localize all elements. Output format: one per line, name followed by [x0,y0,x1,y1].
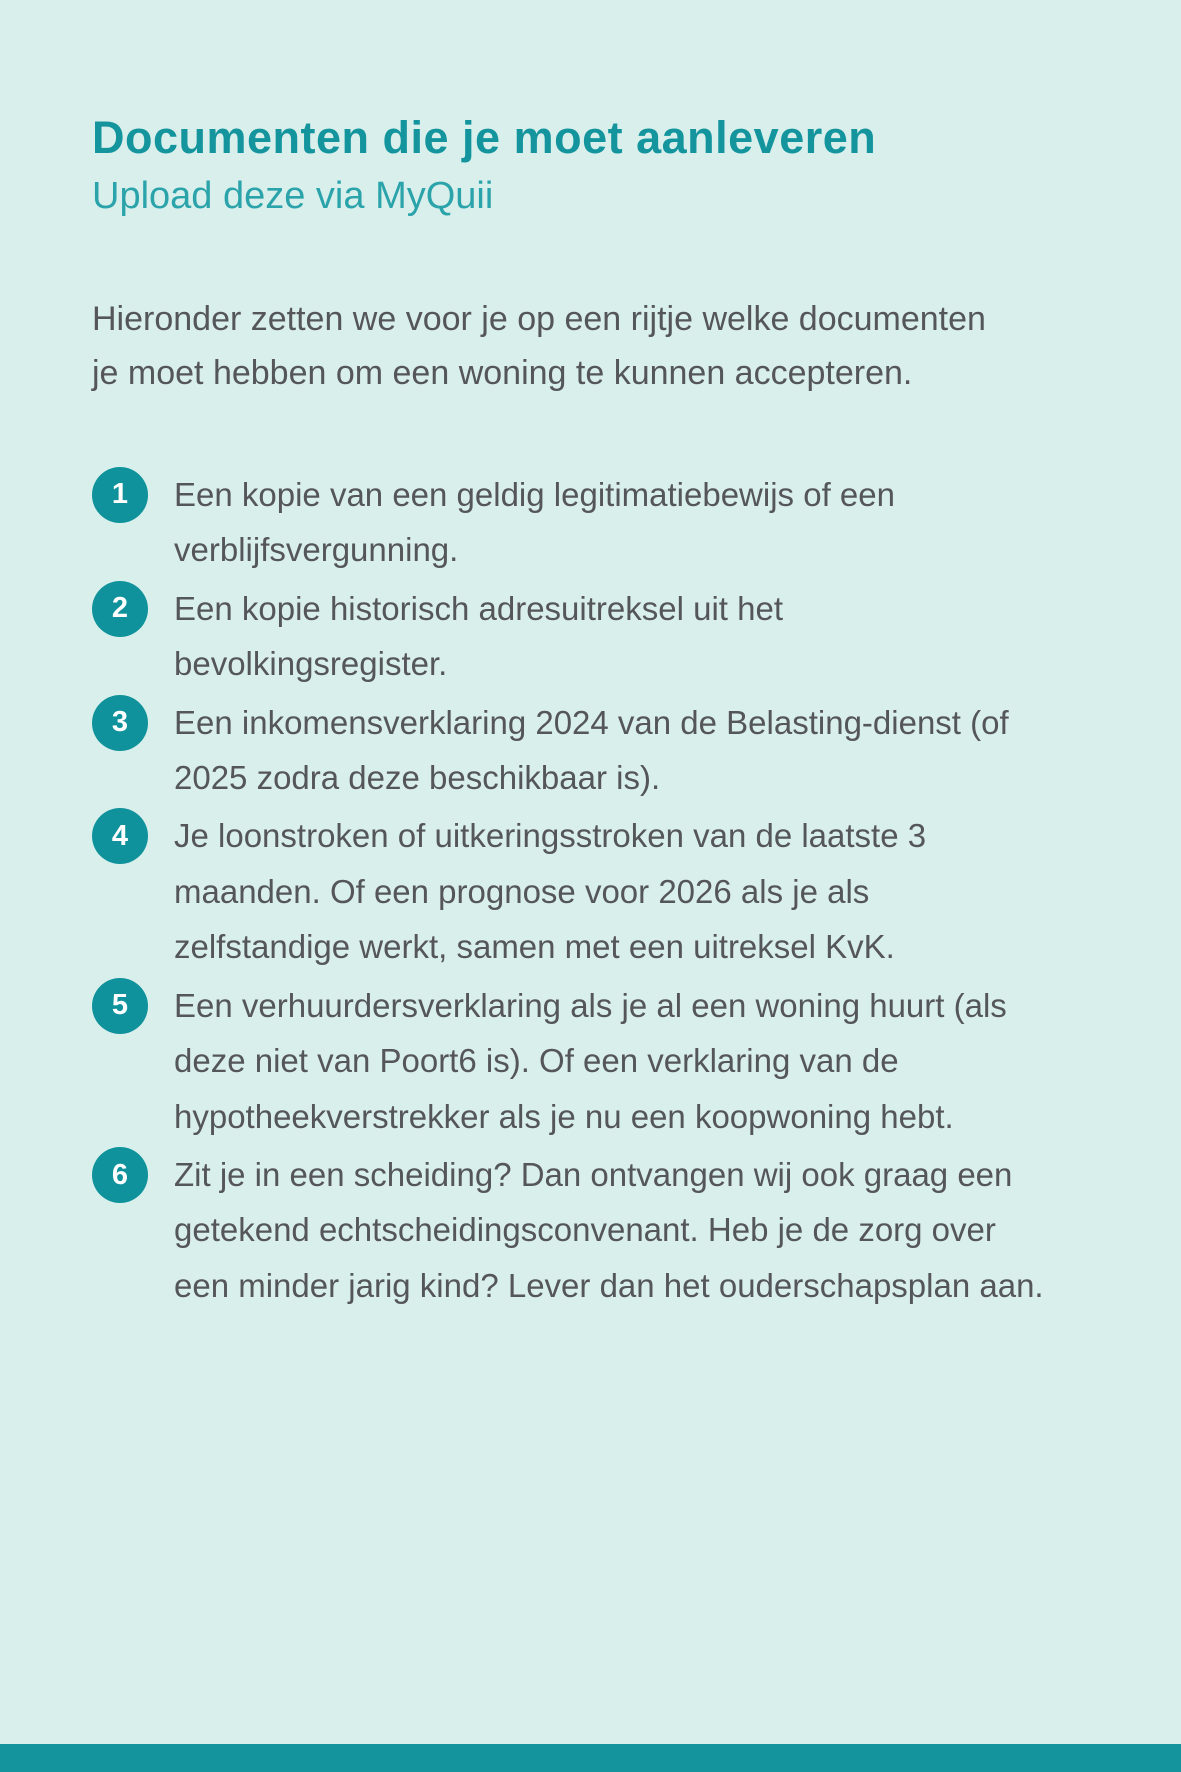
footer-accent-bar [0,1744,1181,1772]
item-number-badge: 3 [92,695,148,751]
item-number-badge: 6 [92,1147,148,1203]
item-number-badge: 4 [92,808,148,864]
item-number-badge: 2 [92,581,148,637]
item-text: Je loonstroken of uitkeringsstroken van de laatste 3 maanden. Of een prognose voor 2026 als je als zelfstandige werkt, samen met een uitreksel KvK. [174,817,927,966]
list-item [92,978,1089,1144]
item-text: Zit je in een scheiding? Dan ontvangen wij ook graag een getekend echtscheidingsconvenant. Heb je de zorg over een minder jarig kind? Lever dan het ouderschapsplan aan. [174,1156,1044,1304]
list-item [92,808,1089,974]
document-list [92,467,1089,1314]
item-text: Een inkomensverklaring 2024 van de Belasting-dienst (of 2025 zodra deze beschikbaar is). [174,703,1009,796]
item-text: Een kopie van een geldig legitimatiebewijs of een verblijfsvergunning. [174,475,895,569]
list-item [92,581,1089,692]
intro-paragraph: Hieronder zetten we voor je op een rijtje welke documenten je moet hebben om een woning te kunnen accepteren. [92,300,986,393]
item-text: Een verhuurdersverklaring als je al een woning huurt (als deze niet van Poort6 is). Of een verklaring van de hypotheekverstrekker als je nu een koopwoning hebt. [174,986,1007,1135]
item-number-badge: 5 [92,978,148,1034]
page-title: Documenten die je moet aanleveren [92,112,877,163]
list-item [92,467,1089,578]
page-subtitle: Upload deze via MyQuii [92,174,494,217]
list-item [92,1147,1089,1313]
item-number-badge: 1 [92,467,148,523]
item-text: Een kopie historisch adresuitreksel uit het bevolkingsregister. [174,589,783,683]
list-item [92,695,1089,806]
